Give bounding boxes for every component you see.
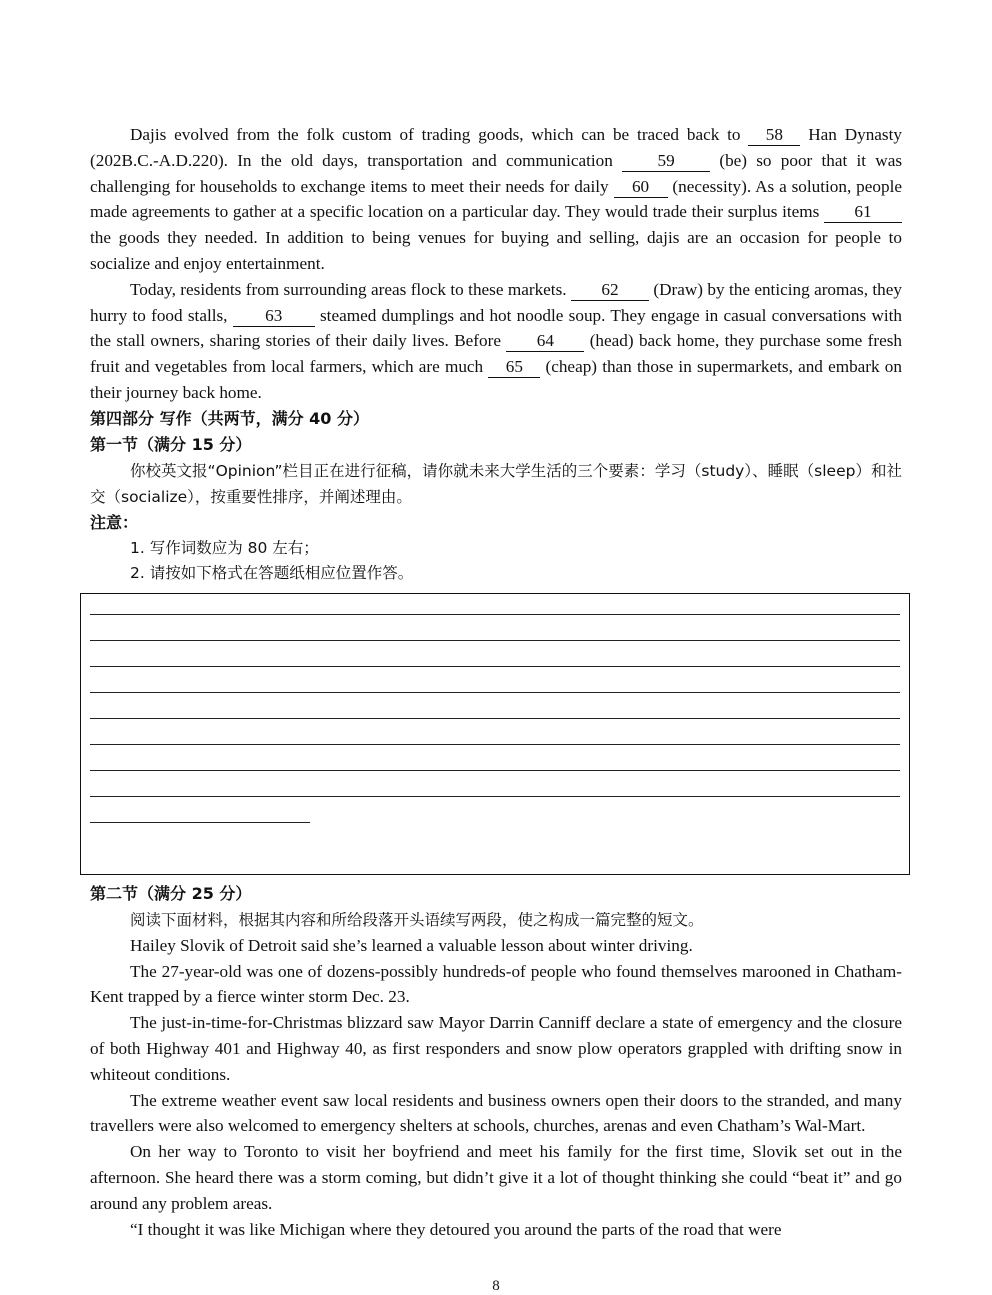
- story-paragraph: “I thought it was like Michigan where they detoured you around the parts of the road that were: [130, 1219, 782, 1239]
- blank-63: 63: [233, 306, 315, 327]
- note-1: 1. 写作词数应为 80 左右；: [130, 538, 319, 557]
- passage-paragraph-2: [90, 277, 902, 406]
- answer-line: [90, 614, 900, 615]
- text: (Draw) by the enticing aromas, they hurry to food stalls,: [90, 279, 902, 325]
- answer-line: [90, 718, 900, 719]
- story-paragraph: The extreme weather event saw local residents and business owners open their doors to the stranded, and many travellers were also welcomed to emergency shelters at schools, churches, arenas and even Chatham’s Wal-Mart.: [90, 1090, 902, 1136]
- blank-62: 62: [571, 280, 649, 301]
- section1-heading: 第一节（满分 15 分）: [90, 434, 252, 454]
- text: the goods they needed. In addition to being venues for buying and selling, dajis are an occasion for people to socialize and enjoy entertainment.: [90, 228, 902, 273]
- page-number: 8: [492, 1278, 500, 1294]
- answer-line: [90, 692, 900, 693]
- answer-line: [90, 796, 900, 797]
- text: Dajis evolved from the folk custom of trading goods, which can be traced back to: [130, 125, 749, 144]
- section1-prompt: 你校英文报“Opinion”栏目正在进行征稿，请你就未来大学生活的三个要素：学习（study）、睡眠（sleep）和社交（socialize），按重要性排序，并阐述理由。: [90, 461, 902, 506]
- page-content: [90, 122, 902, 1242]
- blank-58: 58: [748, 125, 800, 146]
- section2-heading: 第二节（满分 25 分）: [90, 883, 252, 903]
- story-paragraph: The 27-year-old was one of dozens-possibly hundreds-of people who found themselves marooned in Chatham-Kent trapped by a fierce winter storm Dec. 23.: [90, 961, 902, 1007]
- blank-65: 65: [488, 357, 540, 378]
- blank-59: 59: [622, 151, 710, 172]
- blank-60: 60: [614, 177, 668, 198]
- story-paragraph: On her way to Toronto to visit her boyfriend and meet his family for the first time, Slovik set out in the afternoon. She heard there was a storm coming, but didn’t give it a lot of thought thinking she could “beat it” and go around any problem areas.: [90, 1142, 902, 1213]
- section2-instruction: 阅读下面材料，根据其内容和所给段落开头语续写两段，使之构成一篇完整的短文。: [130, 910, 704, 929]
- part4-heading: 第四部分 写作（共两节，满分 40 分）: [90, 408, 369, 428]
- answer-line: [90, 640, 900, 641]
- answer-line: [90, 744, 900, 745]
- blank-61: 61: [824, 202, 902, 223]
- text: (necessity). As a solution, people made agreements to gather at a specific location on a particular day. They would trade their surplus items: [90, 176, 902, 222]
- text: (head) back home, they purchase some fresh fruit and vegetables from local farmers, which are much: [90, 331, 902, 377]
- text: steamed dumplings and hot noodle soup. They engage in casual conversations with the stall owners, sharing stories of their daily lives. Before: [90, 305, 902, 351]
- answer-line: [90, 770, 900, 771]
- blank-64: 64: [506, 331, 584, 352]
- text: (be) so poor that it was challenging for households to exchange items to meet their needs for daily: [90, 150, 903, 196]
- answer-line-short: [90, 822, 310, 823]
- answer-line: [90, 666, 900, 667]
- passage-paragraph-1: [90, 122, 902, 277]
- story-paragraph: Hailey Slovik of Detroit said she’s learned a valuable lesson about winter driving.: [130, 935, 693, 955]
- note-2: 2. 请按如下格式在答题纸相应位置作答。: [130, 564, 414, 583]
- story-paragraph: The just-in-time-for-Christmas blizzard saw Mayor Darrin Canniff declare a state of emergency and the closure of both Highway 401 and Highway 40, as first responders and snow plow operators grappled with drifting snow in whiteout conditions.: [90, 1013, 902, 1084]
- answer-box: [80, 593, 910, 875]
- text: Han Dynasty (202B.C.-A.D.220). In the old days, transportation and communication: [90, 125, 902, 170]
- note-title: 注意：: [90, 512, 139, 532]
- text: (cheap) than those in supermarkets, and embark on their journey back home.: [90, 357, 902, 402]
- text: Today, residents from surrounding areas flock to these markets.: [130, 279, 571, 299]
